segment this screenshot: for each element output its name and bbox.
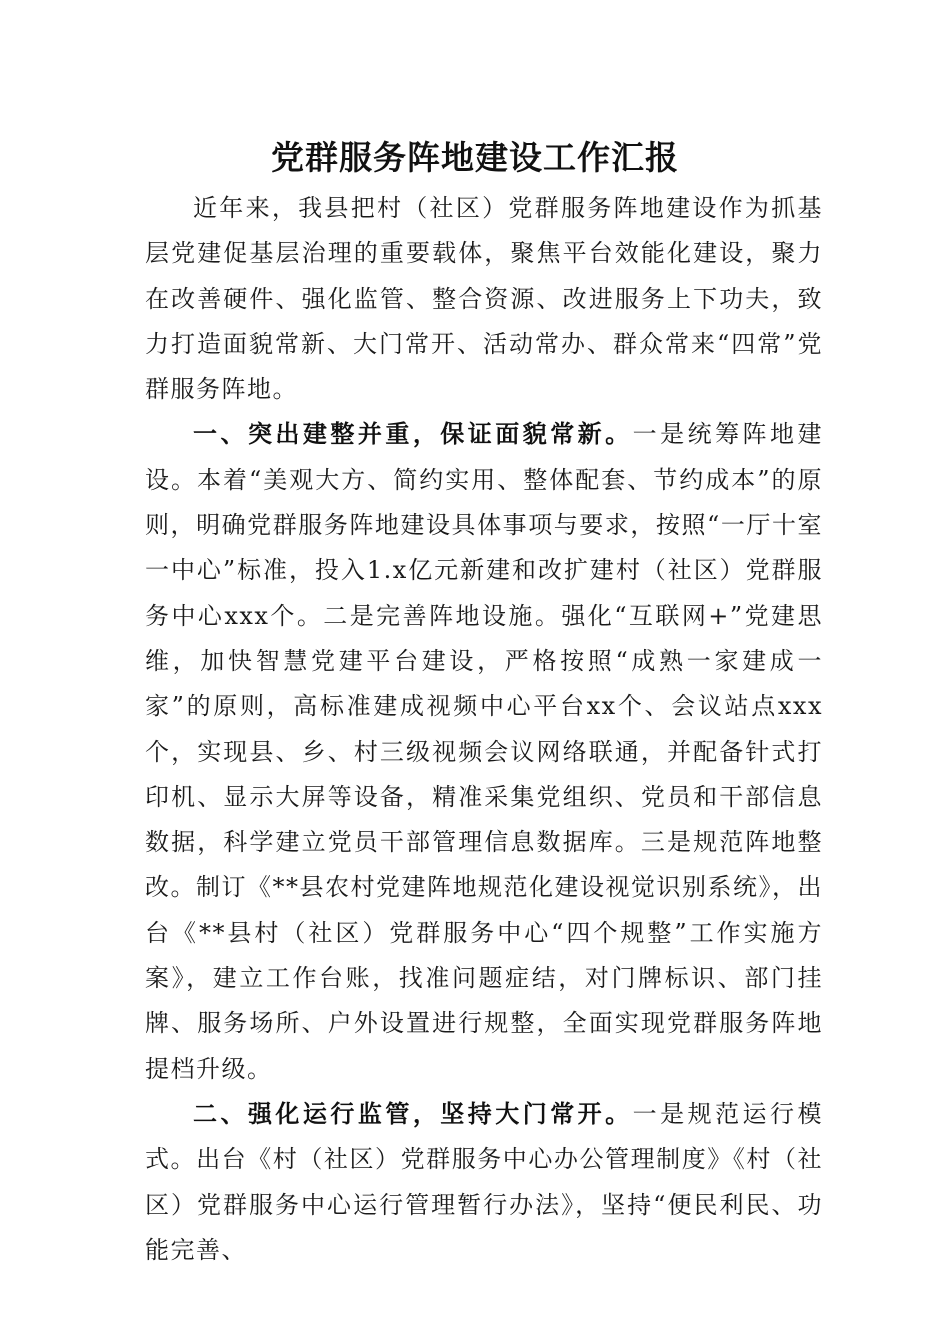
document-title: 党群服务阵地建设工作汇报 (271, 138, 679, 177)
section-1-paragraph (145, 412, 823, 1091)
section-2-heading: 二、强化运行监管，坚持大门常开。 (193, 1099, 633, 1128)
section-1-text: 一是统筹阵地建设。本着“美观大方、简约实用、整体配套、节约成本”的原则，明确党群服务阵地建设具体事项与要求，按照“一厅十室一中心”标准，投入1.x亿元新建和改扩建村（社区）党群服务中心xxx个。二是完善阵地设施。强化“互联网+”党建思维，加快智慧党建平台建设，严格按照“成熟一家建成一家”的原则，高标准建成视频中心平台xx个、会议站点xxx个，实现县、乡、村三级视频会议网络联通，并配备针式打印机、显示大屏等设备，精准采集党组织、党员和干部信息数据，科学建立党员干部管理信息数据库。三是规范阵地整改。制订《**县农村党建阵地规范化建设视觉识别系统》，出台《**县村（社区）党群服务中心“四个规整”工作实施方案》，建立工作台账，找准问题症结，对门牌标识、部门挂牌、服务场所、户外设置进行规整，全面实现党群服务阵地提档升级。 (145, 420, 824, 1083)
document-body (145, 186, 823, 1273)
section-1-heading: 一、突出建整并重，保证面貌常新。 (193, 420, 633, 449)
intro-paragraph: 近年来，我县把村（社区）党群服务阵地建设作为抓基层党建促基层治理的重要载体，聚焦平台效能化建设，聚力在改善硬件、强化监管、整合资源、改进服务上下功夫，致力打造面貌常新、大门常开、活动常办、群众常来“四常”党群服务阵地。 (145, 194, 823, 404)
section-2-paragraph (145, 1092, 823, 1273)
section-2-text: 一是规范运行模式。出台《村（社区）党群服务中心办公管理制度》《村（社区）党群服务中心运行管理暂行办法》，坚持“便民利民、功能完善、 (145, 1099, 824, 1264)
